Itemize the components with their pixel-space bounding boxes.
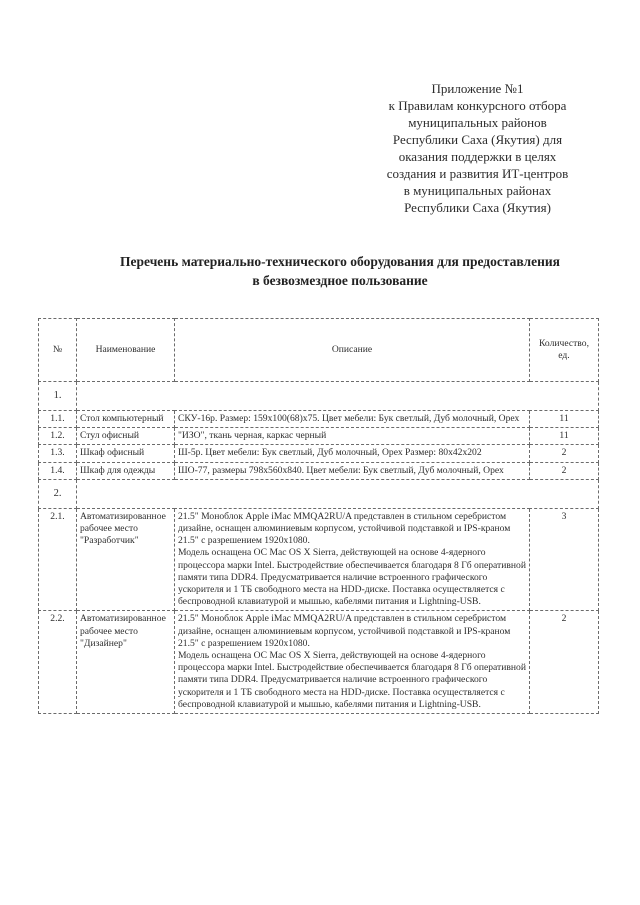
row-number: 1.4. <box>39 462 77 479</box>
row-name: Стол компьютерный <box>77 411 175 428</box>
row-name: Автоматизированное рабочее место "Разработчик" <box>77 508 175 611</box>
table-row <box>39 428 599 445</box>
document-title <box>60 252 620 290</box>
section-row-1 <box>39 382 599 411</box>
row-description <box>175 508 530 611</box>
row-number: 1.1. <box>39 411 77 428</box>
row-name: Автоматизированное рабочее место "Дизайнер" <box>77 611 175 714</box>
appendix-line: Республики Саха (Якутия) <box>404 200 551 215</box>
appendix-line: оказания поддержки в целях <box>398 149 557 164</box>
row-description: СКУ-16р. Размер: 159х100(68)х75. Цвет мебели: Бук светлый, Дуб молочный, Орех <box>175 411 530 428</box>
row-quantity: 2 <box>530 445 599 462</box>
header-name: Наименование <box>77 319 175 382</box>
row-description: ШО-77, размеры 798х560х840. Цвет мебели: Бук светлый, Дуб молочный, Орех <box>175 462 530 479</box>
table-row <box>39 508 599 611</box>
appendix-line: муниципальных районов <box>408 115 547 130</box>
section-number: 2. <box>39 479 77 508</box>
header-num: № <box>39 319 77 382</box>
section-number: 1. <box>39 382 77 411</box>
appendix-line: в муниципальных районах <box>403 183 552 198</box>
row-description <box>175 611 530 714</box>
description-paragraph: 21.5" Моноблок Apple iMac MMQA2RU/A представлен в стильном серебристом дизайне, оснащен алюминиевым корпусом, устойчивой подставкой и IPS-краном 21.5" с разрешением 1920х1080. <box>178 613 511 649</box>
title-line-1: Перечень материально-технического оборудования для предоставления <box>120 254 560 269</box>
row-number: 1.3. <box>39 445 77 462</box>
section-empty <box>77 479 599 508</box>
header-desc: Описание <box>175 319 530 382</box>
description-paragraph: Модель оснащена ОС Mac OS X Sierra, действующей на основе 4-ядерного процессора марки Intel. Быстродействие обеспечивается благодаря 8 Гб оперативной памяти типа DDR4. Предусматривается наличие встроенного графического ускорителя и 1 ТБ свободного места на HDD-диске. Поставка осуществляется с беспроводной клавиатурой и мышью, кабелями питания и Lightning-USB. <box>178 547 526 608</box>
row-description: Ш-5р. Цвет мебели: Бук светлый, Дуб молочный, Орех Размер: 80х42х202 <box>175 445 530 462</box>
row-quantity: 3 <box>530 508 599 611</box>
appendix-line: Республики Саха (Якутия) для <box>392 132 563 147</box>
row-description: "ИЗО", ткань черная, каркас черный <box>175 428 530 445</box>
title-line-2: в безвозмездное пользование <box>252 273 428 288</box>
section-row-2 <box>39 479 599 508</box>
table-row <box>39 611 599 714</box>
row-name: Шкаф офисный <box>77 445 175 462</box>
row-number: 1.2. <box>39 428 77 445</box>
row-quantity: 11 <box>530 411 599 428</box>
table-row <box>39 445 599 462</box>
row-name: Стул офисный <box>77 428 175 445</box>
row-number: 2.1. <box>39 508 77 611</box>
appendix-line: Приложение №1 <box>431 81 524 96</box>
row-quantity: 2 <box>530 611 599 714</box>
row-quantity: 2 <box>530 462 599 479</box>
header-qty: Количество, ед. <box>530 319 599 382</box>
equipment-table <box>38 318 599 714</box>
appendix-line: к Правилам конкурсного отбора <box>388 98 567 113</box>
section-empty <box>77 382 599 411</box>
appendix-note <box>350 80 605 216</box>
row-name: Шкаф для одежды <box>77 462 175 479</box>
table-row <box>39 462 599 479</box>
table-header-row <box>39 319 599 382</box>
row-quantity: 11 <box>530 428 599 445</box>
table-row <box>39 411 599 428</box>
description-paragraph: Модель оснащена ОС Mac OS X Sierra, действующей на основе 4-ядерного процессора марки Intel. Быстродействие обеспечивается благодаря 8 Гб оперативной памяти типа DDR4. Предусматривается наличие встроенного графического ускорителя и 1 ТБ свободного места на HDD-диске. Поставка осуществляется с беспроводной клавиатурой и мышью, кабелями питания и Lightning-USB. <box>178 650 526 710</box>
row-number: 2.2. <box>39 611 77 714</box>
description-paragraph: 21.5" Моноблок Apple iMac MMQA2RU/A представлен в стильном серебристом дизайне, оснащен алюминиевым корпусом, устойчивой подставкой и IPS-краном 21.5" с разрешением 1920х1080. <box>178 510 511 547</box>
appendix-line: создания и развития ИТ-центров <box>386 166 569 181</box>
